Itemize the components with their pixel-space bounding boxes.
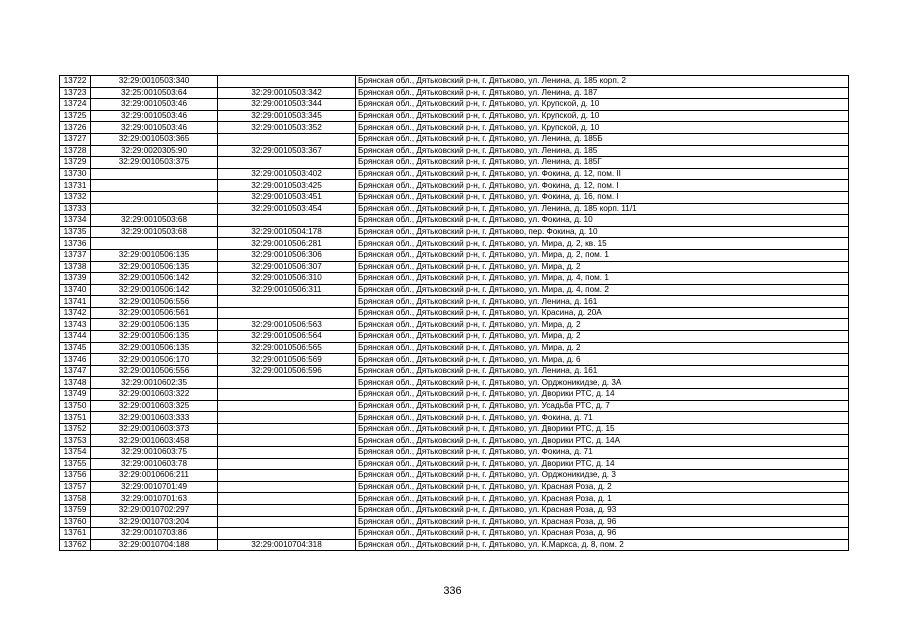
object-number-cell: 32:29:0010503:352 <box>218 122 356 134</box>
row-number-cell: 13759 <box>60 504 91 516</box>
parcel-number-cell: 32:29:0010603:325 <box>91 400 218 412</box>
address-cell: Брянская обл., Дятьковский р-н, г. Дятьково, ул. К.Маркса, д. 8, пом. 2 <box>356 539 849 551</box>
parcel-number-cell <box>91 168 218 180</box>
row-number-cell: 13756 <box>60 470 91 482</box>
table-row <box>60 377 849 389</box>
parcel-number-cell: 32:29:0010506:142 <box>91 273 218 285</box>
parcel-number-cell: 32:29:0010603:78 <box>91 458 218 470</box>
table-row <box>60 273 849 285</box>
address-cell: Брянская обл., Дятьковский р-н, г. Дятьково, ул. Ленина, д. 161 <box>356 296 849 308</box>
row-number-cell: 13746 <box>60 354 91 366</box>
row-number-cell: 13762 <box>60 539 91 551</box>
row-number-cell: 13760 <box>60 516 91 528</box>
object-number-cell: 32:29:0010503:402 <box>218 168 356 180</box>
parcel-number-cell: 32:29:0010506:556 <box>91 296 218 308</box>
row-number-cell: 13744 <box>60 331 91 343</box>
object-number-cell: 32:29:0010503:344 <box>218 99 356 111</box>
address-cell: Брянская обл., Дятьковский р-н, г. Дятьково, ул. Усадьба РТС, д. 7 <box>356 400 849 412</box>
row-number-cell: 13743 <box>60 319 91 331</box>
parcel-number-cell: 32:29:0010506:135 <box>91 249 218 261</box>
row-number-cell: 13736 <box>60 238 91 250</box>
table-row <box>60 307 849 319</box>
table-row <box>60 400 849 412</box>
row-number-cell: 13724 <box>60 99 91 111</box>
table-row <box>60 331 849 343</box>
table-row <box>60 481 849 493</box>
parcel-number-cell: 32:29:0010503:68 <box>91 215 218 227</box>
table-row <box>60 284 849 296</box>
row-number-cell: 13726 <box>60 122 91 134</box>
object-number-cell <box>218 435 356 447</box>
object-number-cell: 32:29:0010504:178 <box>218 226 356 238</box>
address-cell: Брянская обл., Дятьковский р-н, г. Дятьково, ул. Мира, д. 2, кв. 15 <box>356 238 849 250</box>
address-cell: Брянская обл., Дятьковский р-н, г. Дятьково, ул. Мира, д. 2 <box>356 261 849 273</box>
parcel-number-cell: 32:29:0010506:135 <box>91 342 218 354</box>
table-row <box>60 423 849 435</box>
table-row <box>60 191 849 203</box>
address-cell: Брянская обл., Дятьковский р-н, г. Дятьково, ул. Красина, д. 20А <box>356 307 849 319</box>
property-table <box>59 75 849 551</box>
row-number-cell: 13731 <box>60 180 91 192</box>
table-row <box>60 504 849 516</box>
parcel-number-cell: 32:29:0010703:86 <box>91 528 218 540</box>
row-number-cell: 13752 <box>60 423 91 435</box>
object-number-cell <box>218 516 356 528</box>
table-row <box>60 389 849 401</box>
row-number-cell: 13749 <box>60 389 91 401</box>
address-cell: Брянская обл., Дятьковский р-н, г. Дятьково, ул. Мира, д. 2 <box>356 331 849 343</box>
object-number-cell <box>218 412 356 424</box>
row-number-cell: 13755 <box>60 458 91 470</box>
parcel-number-cell: 32:29:0010503:340 <box>91 76 218 88</box>
parcel-number-cell: 32:29:0010603:322 <box>91 389 218 401</box>
table-row <box>60 249 849 261</box>
row-number-cell: 13730 <box>60 168 91 180</box>
address-cell: Брянская обл., Дятьковский р-н, г. Дятьково, ул. Фокина, д. 10 <box>356 215 849 227</box>
row-number-cell: 13737 <box>60 249 91 261</box>
parcel-number-cell: 32:29:0010503:68 <box>91 226 218 238</box>
table-row <box>60 539 849 551</box>
parcel-number-cell: 32:29:0010602:35 <box>91 377 218 389</box>
object-number-cell: 32:29:0010506:281 <box>218 238 356 250</box>
table-body <box>60 76 849 551</box>
object-number-cell: 32:29:0010506:563 <box>218 319 356 331</box>
address-cell: Брянская обл., Дятьковский р-н, г. Дятьково, ул. Мира, д. 4, пом. 2 <box>356 284 849 296</box>
parcel-number-cell <box>91 191 218 203</box>
address-cell: Брянская обл., Дятьковский р-н, г. Дятьково, ул. Мира, д. 2, пом. 1 <box>356 249 849 261</box>
parcel-number-cell: 32:29:0010603:458 <box>91 435 218 447</box>
table-row <box>60 296 849 308</box>
table-row <box>60 365 849 377</box>
row-number-cell: 13740 <box>60 284 91 296</box>
row-number-cell: 13758 <box>60 493 91 505</box>
object-number-cell <box>218 400 356 412</box>
object-number-cell <box>218 307 356 319</box>
object-number-cell: 32:29:0010506:596 <box>218 365 356 377</box>
address-cell: Брянская обл., Дятьковский р-н, г. Дятьково, ул. Фокина, д. 16, пом. I <box>356 191 849 203</box>
row-number-cell: 13723 <box>60 87 91 99</box>
parcel-number-cell: 32:29:0010606:211 <box>91 470 218 482</box>
address-cell: Брянская обл., Дятьковский р-н, г. Дятьково, ул. Красная Роза, д. 1 <box>356 493 849 505</box>
row-number-cell: 13739 <box>60 273 91 285</box>
table-row <box>60 226 849 238</box>
object-number-cell <box>218 493 356 505</box>
address-cell: Брянская обл., Дятьковский р-н, г. Дятьково, ул. Мира, д. 4, пом. 1 <box>356 273 849 285</box>
row-number-cell: 13741 <box>60 296 91 308</box>
parcel-number-cell: 32:29:0010506:170 <box>91 354 218 366</box>
address-cell: Брянская обл., Дятьковский р-н, г. Дятьково, ул. Красная Роза, д. 93 <box>356 504 849 516</box>
address-cell: Брянская обл., Дятьковский р-н, г. Дятьково, ул. Орджоникидзе, д. 3А <box>356 377 849 389</box>
table-row <box>60 516 849 528</box>
table-row <box>60 435 849 447</box>
row-number-cell: 13727 <box>60 133 91 145</box>
address-cell: Брянская обл., Дятьковский р-н, г. Дятьково, ул. Мира, д. 2 <box>356 342 849 354</box>
table-row <box>60 145 849 157</box>
table-row <box>60 458 849 470</box>
object-number-cell <box>218 133 356 145</box>
object-number-cell: 32:29:0010503:367 <box>218 145 356 157</box>
table-row <box>60 110 849 122</box>
object-number-cell: 32:29:0010503:345 <box>218 110 356 122</box>
parcel-number-cell: 32:29:0010503:375 <box>91 157 218 169</box>
address-cell: Брянская обл., Дятьковский р-н, г. Дятьково, ул. Дворики РТС, д. 15 <box>356 423 849 435</box>
document-page <box>59 75 849 551</box>
table-row <box>60 99 849 111</box>
address-cell: Брянская обл., Дятьковский р-н, г. Дятьково, ул. Красная Роза, д. 96 <box>356 516 849 528</box>
parcel-number-cell: 32:25:0010503:64 <box>91 87 218 99</box>
object-number-cell: 32:29:0010506:310 <box>218 273 356 285</box>
address-cell: Брянская обл., Дятьковский р-н, г. Дятьково, ул. Дворики РТС, д. 14А <box>356 435 849 447</box>
parcel-number-cell: 32:29:0010603:75 <box>91 447 218 459</box>
address-cell: Брянская обл., Дятьковский р-н, г. Дятьково, ул. Фокина, д. 12, пом. I <box>356 180 849 192</box>
parcel-number-cell: 32:29:0010701:63 <box>91 493 218 505</box>
table-row <box>60 354 849 366</box>
address-cell: Брянская обл., Дятьковский р-н, г. Дятьково, ул. Дворики РТС, д. 14 <box>356 389 849 401</box>
table-row <box>60 203 849 215</box>
table-row <box>60 447 849 459</box>
parcel-number-cell: 32:29:0010603:373 <box>91 423 218 435</box>
address-cell: Брянская обл., Дятьковский р-н, г. Дятьково, ул. Крупской, д. 10 <box>356 99 849 111</box>
row-number-cell: 13735 <box>60 226 91 238</box>
address-cell: Брянская обл., Дятьковский р-н, г. Дятьково, ул. Фокина, д. 12, пом. II <box>356 168 849 180</box>
object-number-cell: 32:29:0010503:454 <box>218 203 356 215</box>
object-number-cell: 32:29:0010506:311 <box>218 284 356 296</box>
row-number-cell: 13722 <box>60 76 91 88</box>
object-number-cell <box>218 296 356 308</box>
row-number-cell: 13725 <box>60 110 91 122</box>
table-row <box>60 261 849 273</box>
parcel-number-cell: 32:29:0010503:365 <box>91 133 218 145</box>
parcel-number-cell <box>91 203 218 215</box>
table-row <box>60 180 849 192</box>
parcel-number-cell: 32:29:0010702:297 <box>91 504 218 516</box>
table-row <box>60 133 849 145</box>
parcel-number-cell: 32:29:0010503:46 <box>91 99 218 111</box>
parcel-number-cell: 32:29:0010506:135 <box>91 331 218 343</box>
parcel-number-cell: 32:29:0010503:46 <box>91 110 218 122</box>
parcel-number-cell <box>91 238 218 250</box>
object-number-cell <box>218 157 356 169</box>
row-number-cell: 13738 <box>60 261 91 273</box>
address-cell: Брянская обл., Дятьковский р-н, г. Дятьково, ул. Мира, д. 6 <box>356 354 849 366</box>
address-cell: Брянская обл., Дятьковский р-н, г. Дятьково, ул. Крупской, д. 10 <box>356 122 849 134</box>
row-number-cell: 13761 <box>60 528 91 540</box>
object-number-cell: 32:29:0010506:569 <box>218 354 356 366</box>
address-cell: Брянская обл., Дятьковский р-н, г. Дятьково, ул. Ленина, д. 185Г <box>356 157 849 169</box>
parcel-number-cell: 32:29:0020305:90 <box>91 145 218 157</box>
table-row <box>60 122 849 134</box>
parcel-number-cell: 32:29:0010603:333 <box>91 412 218 424</box>
object-number-cell <box>218 215 356 227</box>
row-number-cell: 13734 <box>60 215 91 227</box>
object-number-cell <box>218 481 356 493</box>
address-cell: Брянская обл., Дятьковский р-н, г. Дятьково, ул. Ленина, д. 187 <box>356 87 849 99</box>
table-row <box>60 238 849 250</box>
table-row <box>60 215 849 227</box>
parcel-number-cell: 32:29:0010506:135 <box>91 261 218 273</box>
object-number-cell <box>218 389 356 401</box>
row-number-cell: 13754 <box>60 447 91 459</box>
row-number-cell: 13757 <box>60 481 91 493</box>
row-number-cell: 13745 <box>60 342 91 354</box>
address-cell: Брянская обл., Дятьковский р-н, г. Дятьково, ул. Красная Роза, д. 2 <box>356 481 849 493</box>
parcel-number-cell: 32:29:0010506:135 <box>91 319 218 331</box>
table-row <box>60 319 849 331</box>
object-number-cell: 32:29:0010503:342 <box>218 87 356 99</box>
table-row <box>60 76 849 88</box>
object-number-cell: 32:29:0010704:318 <box>218 539 356 551</box>
parcel-number-cell: 32:29:0010506:556 <box>91 365 218 377</box>
object-number-cell <box>218 528 356 540</box>
object-number-cell <box>218 504 356 516</box>
row-number-cell: 13748 <box>60 377 91 389</box>
row-number-cell: 13729 <box>60 157 91 169</box>
table-row <box>60 470 849 482</box>
address-cell: Брянская обл., Дятьковский р-н, г. Дятьково, ул. Фокина, д. 71 <box>356 412 849 424</box>
object-number-cell: 32:29:0010506:306 <box>218 249 356 261</box>
object-number-cell <box>218 458 356 470</box>
address-cell: Брянская обл., Дятьковский р-н, г. Дятьково, ул. Красная Роза, д. 96 <box>356 528 849 540</box>
parcel-number-cell: 32:29:0010701:49 <box>91 481 218 493</box>
row-number-cell: 13750 <box>60 400 91 412</box>
object-number-cell: 32:29:0010503:425 <box>218 180 356 192</box>
address-cell: Брянская обл., Дятьковский р-н, г. Дятьково, ул. Ленина, д. 185Б <box>356 133 849 145</box>
object-number-cell <box>218 470 356 482</box>
object-number-cell: 32:29:0010506:307 <box>218 261 356 273</box>
parcel-number-cell: 32:29:0010703:204 <box>91 516 218 528</box>
object-number-cell: 32:29:0010503:451 <box>218 191 356 203</box>
address-cell: Брянская обл., Дятьковский р-н, г. Дятьково, ул. Ленина, д. 161 <box>356 365 849 377</box>
row-number-cell: 13733 <box>60 203 91 215</box>
table-row <box>60 168 849 180</box>
address-cell: Брянская обл., Дятьковский р-н, г. Дятьково, ул. Мира, д. 2 <box>356 319 849 331</box>
address-cell: Брянская обл., Дятьковский р-н, г. Дятьково, ул. Ленина, д. 185 <box>356 145 849 157</box>
row-number-cell: 13728 <box>60 145 91 157</box>
address-cell: Брянская обл., Дятьковский р-н, г. Дятьково, ул. Крупской, д. 10 <box>356 110 849 122</box>
object-number-cell <box>218 423 356 435</box>
object-number-cell <box>218 377 356 389</box>
address-cell: Брянская обл., Дятьковский р-н, г. Дятьково, ул. Ленина, д. 185 корп. 11/1 <box>356 203 849 215</box>
object-number-cell <box>218 76 356 88</box>
address-cell: Брянская обл., Дятьковский р-н, г. Дятьково, ул. Фокина, д. 71 <box>356 447 849 459</box>
parcel-number-cell: 32:29:0010704:188 <box>91 539 218 551</box>
row-number-cell: 13742 <box>60 307 91 319</box>
row-number-cell: 13753 <box>60 435 91 447</box>
row-number-cell: 13747 <box>60 365 91 377</box>
parcel-number-cell: 32:29:0010503:46 <box>91 122 218 134</box>
parcel-number-cell: 32:29:0010506:142 <box>91 284 218 296</box>
parcel-number-cell: 32:29:0010506:561 <box>91 307 218 319</box>
object-number-cell: 32:29:0010506:565 <box>218 342 356 354</box>
table-row <box>60 87 849 99</box>
parcel-number-cell <box>91 180 218 192</box>
row-number-cell: 13732 <box>60 191 91 203</box>
table-row <box>60 342 849 354</box>
table-row <box>60 412 849 424</box>
table-row <box>60 493 849 505</box>
object-number-cell: 32:29:0010506:564 <box>218 331 356 343</box>
object-number-cell <box>218 447 356 459</box>
address-cell: Брянская обл., Дятьковский р-н, г. Дятьково, ул. Орджоникидзе, д. 3 <box>356 470 849 482</box>
address-cell: Брянская обл., Дятьковский р-н, г. Дятьково, ул. Дворики РТС, д. 14 <box>356 458 849 470</box>
table-row <box>60 157 849 169</box>
row-number-cell: 13751 <box>60 412 91 424</box>
page-number: 336 <box>443 585 462 597</box>
table-row <box>60 528 849 540</box>
address-cell: Брянская обл., Дятьковский р-н, г. Дятьково, ул. Ленина, д. 185 корп. 2 <box>356 76 849 88</box>
address-cell: Брянская обл., Дятьковский р-н, г. Дятьково, пер. Фокина, д. 10 <box>356 226 849 238</box>
